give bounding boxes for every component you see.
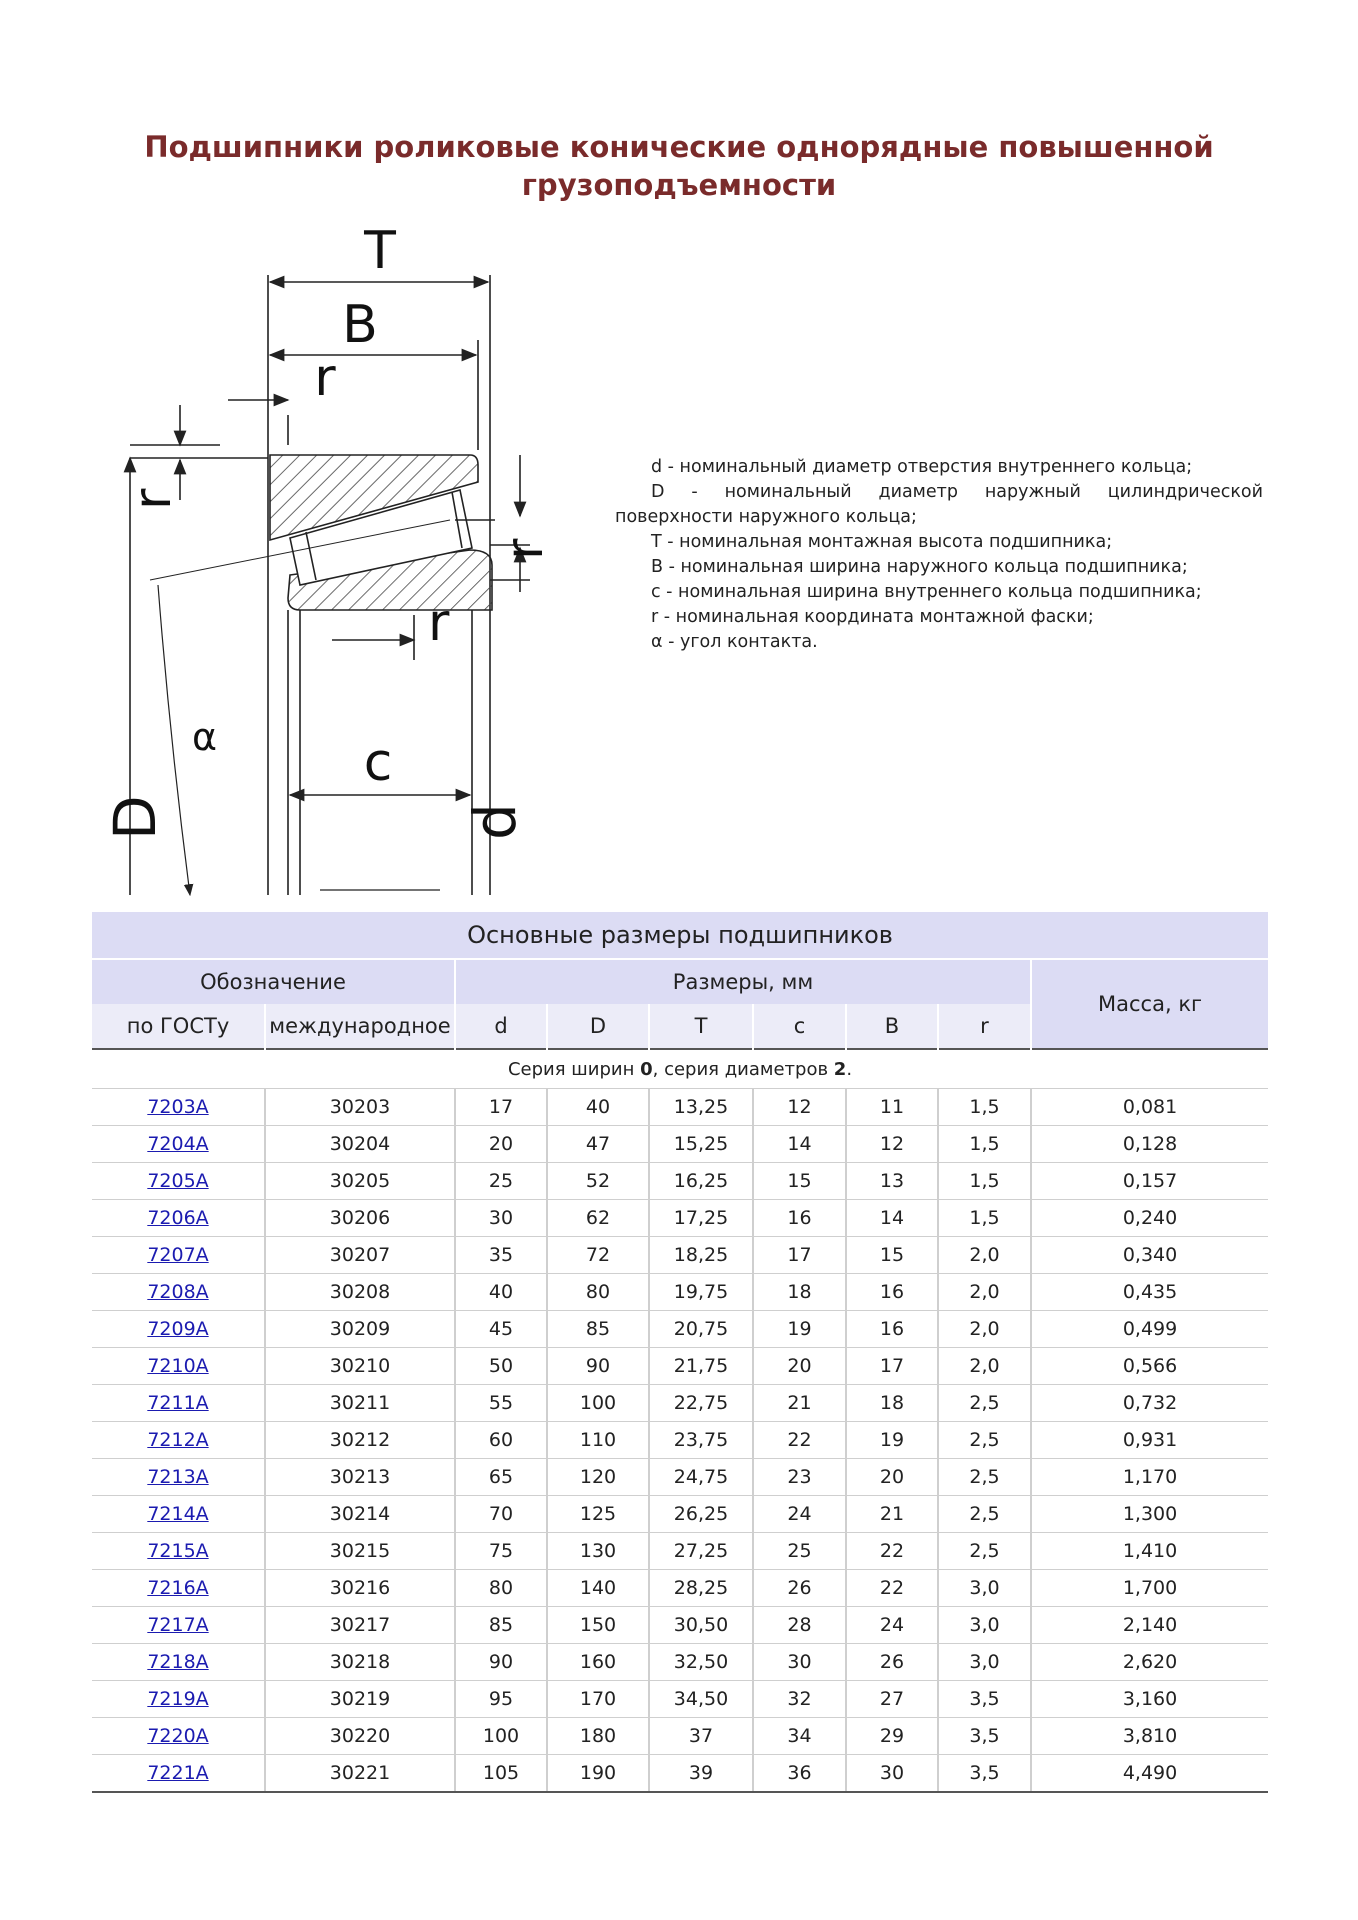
cell-mass: 0,435 — [1031, 1274, 1268, 1311]
cell-mass: 1,700 — [1031, 1570, 1268, 1607]
cell-T: 22,75 — [649, 1385, 753, 1422]
cell-T: 13,25 — [649, 1089, 753, 1126]
cell-c: 32 — [753, 1681, 846, 1718]
cell-mass: 1,300 — [1031, 1496, 1268, 1533]
legend-B: B - номинальная ширина наружного кольца подшипника; — [651, 557, 1188, 577]
cell-c: 20 — [753, 1348, 846, 1385]
cell-B: 29 — [846, 1718, 938, 1755]
cell-T: 20,75 — [649, 1311, 753, 1348]
bearing-dimensions-table — [92, 912, 1268, 1793]
cell-mass: 1,170 — [1031, 1459, 1268, 1496]
cell-r: 3,0 — [938, 1644, 1031, 1681]
cell-intl: 30210 — [265, 1348, 455, 1385]
cell-B: 15 — [846, 1237, 938, 1274]
legend-D-line1: D - номинальный диаметр наружный цилиндрической — [651, 482, 1263, 502]
table-row — [92, 1089, 1268, 1126]
cell-D: 120 — [547, 1459, 649, 1496]
cell-c: 36 — [753, 1755, 846, 1793]
cell-mass: 4,490 — [1031, 1755, 1268, 1793]
gost-designation-link[interactable]: 7215A — [92, 1533, 265, 1570]
cell-r: 2,0 — [938, 1348, 1031, 1385]
label-T: T — [364, 221, 396, 281]
cell-r: 3,0 — [938, 1570, 1031, 1607]
cell-d: 65 — [455, 1459, 547, 1496]
cell-T: 15,25 — [649, 1126, 753, 1163]
label-r-mid: r — [428, 593, 450, 653]
cell-mass: 0,566 — [1031, 1348, 1268, 1385]
cell-B: 17 — [846, 1348, 938, 1385]
cell-D: 150 — [547, 1607, 649, 1644]
cell-D: 160 — [547, 1644, 649, 1681]
cell-B: 27 — [846, 1681, 938, 1718]
cell-T: 27,25 — [649, 1533, 753, 1570]
label-c: c — [363, 733, 393, 793]
cell-r: 2,0 — [938, 1311, 1031, 1348]
cell-c: 18 — [753, 1274, 846, 1311]
cell-T: 16,25 — [649, 1163, 753, 1200]
cell-r: 2,0 — [938, 1237, 1031, 1274]
cell-T: 37 — [649, 1718, 753, 1755]
cell-r: 2,5 — [938, 1459, 1031, 1496]
cell-D: 100 — [547, 1385, 649, 1422]
cell-d: 40 — [455, 1274, 547, 1311]
cell-D: 52 — [547, 1163, 649, 1200]
cell-T: 23,75 — [649, 1422, 753, 1459]
gost-designation-link[interactable]: 7213A — [92, 1459, 265, 1496]
table-row — [92, 1607, 1268, 1644]
gost-designation-link[interactable]: 7221A — [92, 1755, 265, 1793]
cell-d: 50 — [455, 1348, 547, 1385]
cell-r: 2,0 — [938, 1274, 1031, 1311]
page-title-line2: грузоподъемности — [521, 168, 837, 202]
gost-designation-link[interactable]: 7218A — [92, 1644, 265, 1681]
cell-T: 34,50 — [649, 1681, 753, 1718]
cell-d: 35 — [455, 1237, 547, 1274]
cell-B: 30 — [846, 1755, 938, 1793]
cell-B: 13 — [846, 1163, 938, 1200]
cell-T: 24,75 — [649, 1459, 753, 1496]
cell-intl: 30207 — [265, 1237, 455, 1274]
gost-designation-link[interactable]: 7206A — [92, 1200, 265, 1237]
cell-c: 17 — [753, 1237, 846, 1274]
cell-c: 12 — [753, 1089, 846, 1126]
table-row — [92, 1459, 1268, 1496]
header-c: c — [753, 1004, 846, 1049]
cell-r: 3,5 — [938, 1718, 1031, 1755]
gost-designation-link[interactable]: 7217A — [92, 1607, 265, 1644]
series-prefix: Серия ширин — [507, 1058, 641, 1080]
cell-T: 32,50 — [649, 1644, 753, 1681]
cell-B: 16 — [846, 1311, 938, 1348]
cell-D: 130 — [547, 1533, 649, 1570]
series-caption — [92, 1049, 1268, 1089]
cell-intl: 30209 — [265, 1311, 455, 1348]
table-row — [92, 1718, 1268, 1755]
cell-T: 17,25 — [649, 1200, 753, 1237]
gost-designation-link[interactable]: 7211A — [92, 1385, 265, 1422]
cell-intl: 30221 — [265, 1755, 455, 1793]
cell-D: 47 — [547, 1126, 649, 1163]
cell-B: 24 — [846, 1607, 938, 1644]
table-row — [92, 1126, 1268, 1163]
cell-d: 25 — [455, 1163, 547, 1200]
cell-mass: 1,410 — [1031, 1533, 1268, 1570]
gost-designation-link[interactable]: 7203A — [92, 1089, 265, 1126]
cell-B: 12 — [846, 1126, 938, 1163]
table-row — [92, 1237, 1268, 1274]
series-suffix: . — [846, 1058, 853, 1080]
cell-mass: 3,160 — [1031, 1681, 1268, 1718]
cell-c: 34 — [753, 1718, 846, 1755]
label-d: d — [461, 803, 529, 840]
cell-c: 26 — [753, 1570, 846, 1607]
gost-designation-link[interactable]: 7212A — [92, 1422, 265, 1459]
cell-mass: 0,157 — [1031, 1163, 1268, 1200]
label-B: B — [342, 295, 378, 355]
cell-c: 15 — [753, 1163, 846, 1200]
gost-designation-link[interactable]: 7214A — [92, 1496, 265, 1533]
cell-c: 25 — [753, 1533, 846, 1570]
table-row — [92, 1422, 1268, 1459]
label-alpha: α — [192, 715, 218, 759]
cell-r: 2,5 — [938, 1422, 1031, 1459]
gost-designation-link[interactable]: 7216A — [92, 1570, 265, 1607]
legend-d: d - номинальный диаметр отверстия внутреннего кольца; — [651, 457, 1193, 477]
legend-alpha: α - угол контакта. — [651, 632, 818, 652]
gost-designation-link[interactable]: 7204A — [92, 1126, 265, 1163]
cell-d: 85 — [455, 1607, 547, 1644]
cell-D: 85 — [547, 1311, 649, 1348]
cell-D: 170 — [547, 1681, 649, 1718]
cell-intl: 30213 — [265, 1459, 455, 1496]
cell-D: 80 — [547, 1274, 649, 1311]
cell-d: 17 — [455, 1089, 547, 1126]
cell-B: 16 — [846, 1274, 938, 1311]
cell-r: 2,5 — [938, 1496, 1031, 1533]
cell-T: 28,25 — [649, 1570, 753, 1607]
table-row — [92, 1348, 1268, 1385]
cell-mass: 0,931 — [1031, 1422, 1268, 1459]
cell-B: 14 — [846, 1200, 938, 1237]
cell-intl: 30208 — [265, 1274, 455, 1311]
series-width: 0 — [640, 1058, 653, 1080]
table-row — [92, 1644, 1268, 1681]
cell-B: 18 — [846, 1385, 938, 1422]
cell-T: 30,50 — [649, 1607, 753, 1644]
cell-T: 19,75 — [649, 1274, 753, 1311]
label-r-left: r — [123, 488, 183, 510]
table-row — [92, 1163, 1268, 1200]
gost-designation-link[interactable]: 7205A — [92, 1163, 265, 1200]
legend-r: r - номинальная координата монтажной фаски; — [651, 607, 1094, 627]
header-d: d — [455, 1004, 547, 1049]
label-r-right: r — [495, 538, 555, 560]
cell-intl: 30215 — [265, 1533, 455, 1570]
cell-intl: 30203 — [265, 1089, 455, 1126]
cell-intl: 30220 — [265, 1718, 455, 1755]
cell-c: 23 — [753, 1459, 846, 1496]
table-row — [92, 1311, 1268, 1348]
cell-mass: 0,240 — [1031, 1200, 1268, 1237]
cell-intl: 30205 — [265, 1163, 455, 1200]
cell-mass: 0,499 — [1031, 1311, 1268, 1348]
cell-intl: 30214 — [265, 1496, 455, 1533]
cell-c: 24 — [753, 1496, 846, 1533]
cell-D: 62 — [547, 1200, 649, 1237]
cell-intl: 30219 — [265, 1681, 455, 1718]
cell-mass: 3,810 — [1031, 1718, 1268, 1755]
table-row — [92, 1533, 1268, 1570]
cell-mass: 0,128 — [1031, 1126, 1268, 1163]
cell-d: 95 — [455, 1681, 547, 1718]
cell-intl: 30206 — [265, 1200, 455, 1237]
cell-B: 21 — [846, 1496, 938, 1533]
cell-intl: 30216 — [265, 1570, 455, 1607]
cell-c: 22 — [753, 1422, 846, 1459]
cell-d: 75 — [455, 1533, 547, 1570]
cell-r: 3,5 — [938, 1681, 1031, 1718]
header-D: D — [547, 1004, 649, 1049]
table-row — [92, 1274, 1268, 1311]
cell-D: 72 — [547, 1237, 649, 1274]
gost-designation-link[interactable]: 7220A — [92, 1718, 265, 1755]
cell-D: 180 — [547, 1718, 649, 1755]
cell-c: 19 — [753, 1311, 846, 1348]
table-row — [92, 1385, 1268, 1422]
cell-T: 21,75 — [649, 1348, 753, 1385]
cell-D: 40 — [547, 1089, 649, 1126]
cell-d: 30 — [455, 1200, 547, 1237]
cell-D: 110 — [547, 1422, 649, 1459]
gost-designation-link[interactable]: 7208A — [92, 1274, 265, 1311]
cell-c: 14 — [753, 1126, 846, 1163]
cell-B: 20 — [846, 1459, 938, 1496]
cell-D: 90 — [547, 1348, 649, 1385]
cell-B: 26 — [846, 1644, 938, 1681]
cell-r: 1,5 — [938, 1200, 1031, 1237]
table-row — [92, 1681, 1268, 1718]
header-B: B — [846, 1004, 938, 1049]
cell-intl: 30217 — [265, 1607, 455, 1644]
cell-mass: 0,340 — [1031, 1237, 1268, 1274]
cell-D: 140 — [547, 1570, 649, 1607]
header-mass: Масса, кг — [1031, 959, 1268, 1049]
cell-d: 55 — [455, 1385, 547, 1422]
table-caption: Основные размеры подшипников — [92, 912, 1268, 959]
legend-D-line2: поверхности наружного кольца; — [615, 507, 917, 527]
cell-r: 1,5 — [938, 1126, 1031, 1163]
table-row — [92, 1200, 1268, 1237]
cell-r: 1,5 — [938, 1163, 1031, 1200]
cell-B: 19 — [846, 1422, 938, 1459]
header-designation: Обозначение — [92, 959, 455, 1004]
series-diam: 2 — [833, 1058, 847, 1080]
cell-B: 22 — [846, 1533, 938, 1570]
cell-intl: 30204 — [265, 1126, 455, 1163]
cell-c: 28 — [753, 1607, 846, 1644]
table-row — [92, 1570, 1268, 1607]
cell-intl: 30211 — [265, 1385, 455, 1422]
cell-mass: 0,081 — [1031, 1089, 1268, 1126]
cell-d: 80 — [455, 1570, 547, 1607]
table-row — [92, 1496, 1268, 1533]
cell-d: 20 — [455, 1126, 547, 1163]
legend — [615, 455, 1263, 655]
series-mid: , серия диаметров — [652, 1058, 834, 1080]
cell-d: 90 — [455, 1644, 547, 1681]
header-T: T — [649, 1004, 753, 1049]
cell-d: 105 — [455, 1755, 547, 1793]
gost-designation-link[interactable]: 7210A — [92, 1348, 265, 1385]
cell-c: 16 — [753, 1200, 846, 1237]
gost-designation-link[interactable]: 7207A — [92, 1237, 265, 1274]
cell-c: 30 — [753, 1644, 846, 1681]
cell-r: 3,5 — [938, 1755, 1031, 1793]
gost-designation-link[interactable]: 7219A — [92, 1681, 265, 1718]
gost-designation-link[interactable]: 7209A — [92, 1311, 265, 1348]
cell-T: 18,25 — [649, 1237, 753, 1274]
cell-d: 60 — [455, 1422, 547, 1459]
cell-r: 1,5 — [938, 1089, 1031, 1126]
table-row — [92, 1755, 1268, 1793]
bearing-drawing — [101, 220, 570, 900]
cell-d: 45 — [455, 1311, 547, 1348]
header-r: r — [938, 1004, 1031, 1049]
header-sizes: Размеры, мм — [455, 959, 1031, 1004]
cell-c: 21 — [753, 1385, 846, 1422]
cell-r: 3,0 — [938, 1607, 1031, 1644]
cell-r: 2,5 — [938, 1385, 1031, 1422]
cell-r: 2,5 — [938, 1533, 1031, 1570]
header-gost: по ГОСТу — [92, 1004, 265, 1049]
cell-intl: 30212 — [265, 1422, 455, 1459]
cell-B: 22 — [846, 1570, 938, 1607]
cell-d: 70 — [455, 1496, 547, 1533]
cell-mass: 2,140 — [1031, 1607, 1268, 1644]
cell-mass: 0,732 — [1031, 1385, 1268, 1422]
cell-D: 190 — [547, 1755, 649, 1793]
header-intl: международное — [265, 1004, 455, 1049]
label-r-top: r — [314, 348, 336, 408]
page-title-line1: Подшипники роликовые конические однорядные повышенной — [144, 130, 1214, 164]
cell-T: 26,25 — [649, 1496, 753, 1533]
cell-d: 100 — [455, 1718, 547, 1755]
cell-D: 125 — [547, 1496, 649, 1533]
cell-mass: 2,620 — [1031, 1644, 1268, 1681]
page-title — [0, 128, 1358, 204]
legend-c: c - номинальная ширина внутреннего кольца подшипника; — [651, 582, 1202, 602]
cell-B: 11 — [846, 1089, 938, 1126]
legend-T: T - номинальная монтажная высота подшипника; — [651, 532, 1113, 552]
cell-intl: 30218 — [265, 1644, 455, 1681]
label-D: D — [101, 795, 169, 840]
cell-T: 39 — [649, 1755, 753, 1793]
